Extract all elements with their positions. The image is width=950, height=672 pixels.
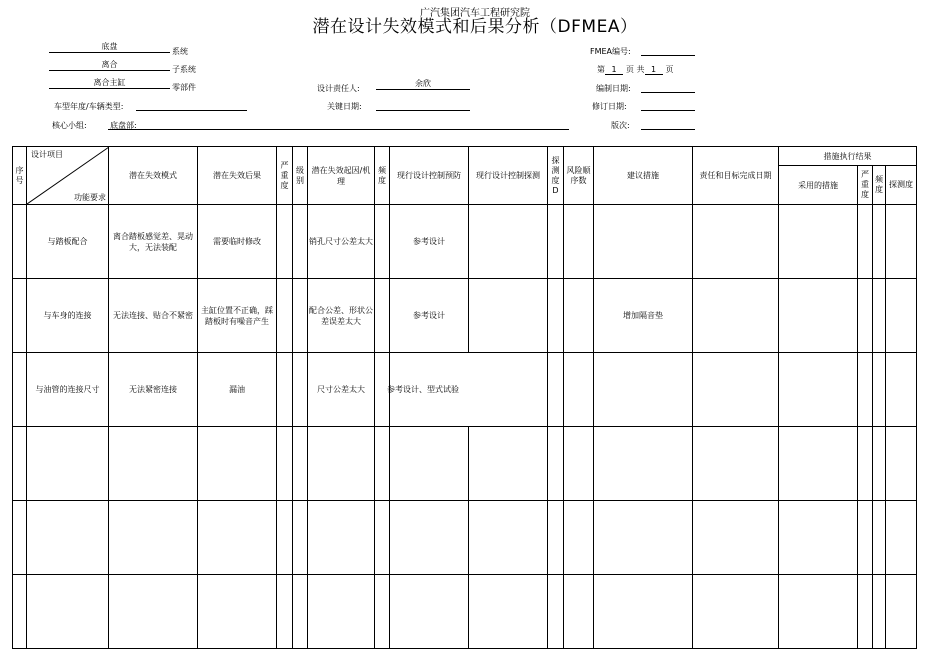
row-prevention[interactable]: [390, 575, 469, 649]
page-indicator: [597, 64, 674, 75]
row-responsibility[interactable]: [693, 205, 779, 279]
page-suffix: 页: [665, 65, 674, 74]
col-severity: 严重度: [277, 147, 293, 205]
row-occurrence[interactable]: [375, 427, 390, 501]
row-occurrence[interactable]: [375, 279, 390, 353]
row-prevention[interactable]: 参考设计: [390, 205, 469, 279]
col-failure-effect: 潜在失效后果: [198, 147, 277, 205]
col-results: 措施执行结果: [779, 147, 917, 166]
row-design-item[interactable]: [27, 427, 109, 501]
col-detection: 探测度D: [548, 147, 564, 205]
row-class[interactable]: [293, 501, 308, 575]
model-year-label: 车型年度/车辆类型:: [54, 102, 124, 111]
row-rpn[interactable]: [564, 279, 594, 353]
row-result-severity[interactable]: [858, 279, 873, 353]
prepared-date-label: 编制日期:: [596, 84, 631, 93]
row-design-item[interactable]: 与油管的连接尺寸: [27, 353, 109, 427]
subsystem-value[interactable]: 离合: [49, 60, 170, 71]
row-recommended[interactable]: 增加隔音垫: [594, 279, 693, 353]
version-field[interactable]: [641, 129, 695, 130]
row-responsibility[interactable]: [693, 353, 779, 427]
row-failure-effect[interactable]: [198, 427, 277, 501]
row-failure-mode[interactable]: 离合踏板感觉差、晃动大，无法装配: [109, 205, 198, 279]
row-failure-effect[interactable]: 主缸位置不正确，踩踏板时有噪音产生: [198, 279, 277, 353]
row-severity[interactable]: [277, 501, 293, 575]
fmea-no-field[interactable]: [641, 55, 695, 56]
prepared-date-field[interactable]: [641, 92, 695, 93]
row-result-severity[interactable]: [858, 575, 873, 649]
row-rpn[interactable]: [564, 427, 594, 501]
row-class[interactable]: [293, 575, 308, 649]
row-detection-control[interactable]: [469, 353, 548, 427]
row-class[interactable]: [293, 279, 308, 353]
row-result-detection[interactable]: [886, 279, 917, 353]
row-design-item[interactable]: 与车身的连接: [27, 279, 109, 353]
row-class[interactable]: [293, 353, 308, 427]
col-responsibility: 责任和目标完成日期: [693, 147, 779, 205]
row-severity[interactable]: [277, 353, 293, 427]
row-actions-taken[interactable]: [779, 427, 858, 501]
row-seq[interactable]: [13, 501, 27, 575]
row-detection-control[interactable]: [469, 575, 548, 649]
core-team-value: 底盘部:: [110, 121, 137, 130]
row-recommended[interactable]: [594, 427, 693, 501]
row-failure-mode[interactable]: [109, 575, 198, 649]
row-cause[interactable]: 尺寸公差太大: [308, 353, 375, 427]
row-rpn[interactable]: [564, 501, 594, 575]
row-actions-taken[interactable]: [779, 575, 858, 649]
row-failure-mode[interactable]: [109, 501, 198, 575]
row-failure-mode[interactable]: 无法紧密连接: [109, 353, 198, 427]
row-severity[interactable]: [277, 205, 293, 279]
row-detection[interactable]: [548, 279, 564, 353]
system-label: 系统: [172, 47, 188, 56]
component-label: 零部件: [172, 83, 196, 92]
row-result-occurrence[interactable]: [873, 279, 886, 353]
row-class[interactable]: [293, 427, 308, 501]
col-prevention: 现行设计控制预防: [390, 147, 469, 205]
revised-date-label: 修订日期:: [592, 102, 627, 111]
row-severity[interactable]: [277, 427, 293, 501]
row-seq[interactable]: [13, 427, 27, 501]
row-actions-taken[interactable]: [779, 501, 858, 575]
row-detection[interactable]: [548, 205, 564, 279]
row-result-severity[interactable]: [858, 205, 873, 279]
row-seq[interactable]: [13, 279, 27, 353]
row-seq[interactable]: [13, 575, 27, 649]
page-total: 1: [645, 65, 663, 75]
system-value[interactable]: 底盘: [49, 42, 170, 53]
row-responsibility[interactable]: [693, 575, 779, 649]
organization-name: 广汽集团汽车工程研究院: [420, 8, 530, 19]
row-detection-control[interactable]: [469, 205, 548, 279]
row-rpn[interactable]: [564, 353, 594, 427]
row-occurrence[interactable]: [375, 501, 390, 575]
row-occurrence[interactable]: [375, 575, 390, 649]
row-result-severity[interactable]: [858, 501, 873, 575]
row-failure-effect[interactable]: [198, 575, 277, 649]
row-result-occurrence[interactable]: [873, 205, 886, 279]
revised-date-field[interactable]: [641, 110, 695, 111]
col-rpn: 风险顺序数: [564, 147, 594, 205]
core-team-field[interactable]: [108, 129, 569, 130]
dfmea-table: [12, 146, 917, 649]
row-recommended[interactable]: [594, 575, 693, 649]
col-class: 级别: [293, 147, 308, 205]
row-result-severity[interactable]: [858, 353, 873, 427]
col-cause: 潜在失效起因/机理: [308, 147, 375, 205]
col-occurrence: 频度: [375, 147, 390, 205]
row-prevention[interactable]: [390, 501, 469, 575]
row-result-detection[interactable]: [886, 205, 917, 279]
row-result-detection[interactable]: [886, 575, 917, 649]
function-req-label: 功能要求: [74, 193, 106, 202]
row-detection[interactable]: [548, 427, 564, 501]
row-responsibility[interactable]: [693, 427, 779, 501]
design-owner-value[interactable]: 余欣: [376, 79, 470, 90]
row-class[interactable]: [293, 205, 308, 279]
row-detection-control[interactable]: [469, 427, 548, 501]
row-result-severity[interactable]: [858, 427, 873, 501]
version-label: 版次:: [611, 121, 630, 130]
row-prevention[interactable]: 参考设计、型式试验: [390, 353, 469, 427]
row-recommended[interactable]: [594, 501, 693, 575]
col-actions-taken: 采用的措施: [779, 166, 858, 205]
row-recommended[interactable]: [594, 205, 693, 279]
table-row: [13, 353, 917, 427]
table-row: [13, 279, 917, 353]
row-design-item[interactable]: 与踏板配合: [27, 205, 109, 279]
row-failure-effect[interactable]: 需要临时修改: [198, 205, 277, 279]
row-severity[interactable]: [277, 575, 293, 649]
page-current: 1: [605, 65, 623, 75]
col-result-severity: 严重度: [858, 166, 873, 205]
row-design-item[interactable]: [27, 501, 109, 575]
row-prevention[interactable]: [390, 427, 469, 501]
col-detection-control: 现行设计控制探测: [469, 147, 548, 205]
row-failure-mode[interactable]: [109, 427, 198, 501]
row-rpn[interactable]: [564, 575, 594, 649]
row-seq[interactable]: [13, 205, 27, 279]
row-severity[interactable]: [277, 279, 293, 353]
col-seq: 序号: [13, 147, 27, 205]
core-team-label: 核心小组:: [52, 121, 87, 130]
table-row: [13, 205, 917, 279]
table-row: [13, 427, 917, 501]
row-cause[interactable]: [308, 427, 375, 501]
row-detection[interactable]: [548, 353, 564, 427]
row-result-occurrence[interactable]: [873, 501, 886, 575]
subsystem-label: 子系统: [172, 65, 196, 74]
row-cause[interactable]: [308, 501, 375, 575]
row-design-item[interactable]: [27, 575, 109, 649]
row-cause[interactable]: [308, 575, 375, 649]
page-prefix: 第: [597, 65, 605, 74]
col-recommended: 建议措施: [594, 147, 693, 205]
row-responsibility[interactable]: [693, 279, 779, 353]
row-result-detection[interactable]: [886, 353, 917, 427]
fmea-no-label: FMEA编号:: [590, 47, 631, 56]
col-design-item: [27, 147, 109, 205]
col-result-occurrence: 频度: [873, 166, 886, 205]
row-detection[interactable]: [548, 501, 564, 575]
model-year-field[interactable]: [136, 110, 247, 111]
row-failure-mode[interactable]: 无法连接、贴合不紧密: [109, 279, 198, 353]
table-row: [13, 575, 917, 649]
row-result-occurrence[interactable]: [873, 353, 886, 427]
row-responsibility[interactable]: [693, 501, 779, 575]
row-cause[interactable]: 配合公差、形状公差误差太大: [308, 279, 375, 353]
row-rpn[interactable]: [564, 205, 594, 279]
row-result-detection[interactable]: [886, 501, 917, 575]
row-detection-control[interactable]: [469, 501, 548, 575]
row-result-occurrence[interactable]: [873, 427, 886, 501]
row-seq[interactable]: [13, 353, 27, 427]
row-cause[interactable]: 销孔尺寸公差太大: [308, 205, 375, 279]
row-failure-effect[interactable]: [198, 501, 277, 575]
row-detection-control[interactable]: [469, 279, 548, 353]
col-result-detection: 探测度: [886, 166, 917, 205]
row-actions-taken[interactable]: [779, 279, 858, 353]
col-failure-mode: 潜在失效模式: [109, 147, 198, 205]
row-actions-taken[interactable]: [779, 205, 858, 279]
row-result-detection[interactable]: [886, 427, 917, 501]
page-mid: 页 共: [626, 65, 645, 74]
row-occurrence[interactable]: [375, 205, 390, 279]
row-prevention[interactable]: 参考设计: [390, 279, 469, 353]
row-actions-taken[interactable]: [779, 353, 858, 427]
design-owner-label: 设计责任人:: [317, 84, 360, 93]
component-value[interactable]: 离合主缸: [49, 78, 170, 89]
row-recommended[interactable]: [594, 353, 693, 427]
key-date-label: 关键日期:: [327, 102, 362, 111]
table-row: [13, 501, 917, 575]
key-date-field[interactable]: [376, 110, 470, 111]
row-result-occurrence[interactable]: [873, 575, 886, 649]
design-item-label: 设计项目: [31, 150, 63, 159]
row-detection[interactable]: [548, 575, 564, 649]
document-title: 潜在设计失效模式和后果分析（DFMEA）: [312, 17, 638, 37]
row-failure-effect[interactable]: 漏油: [198, 353, 277, 427]
